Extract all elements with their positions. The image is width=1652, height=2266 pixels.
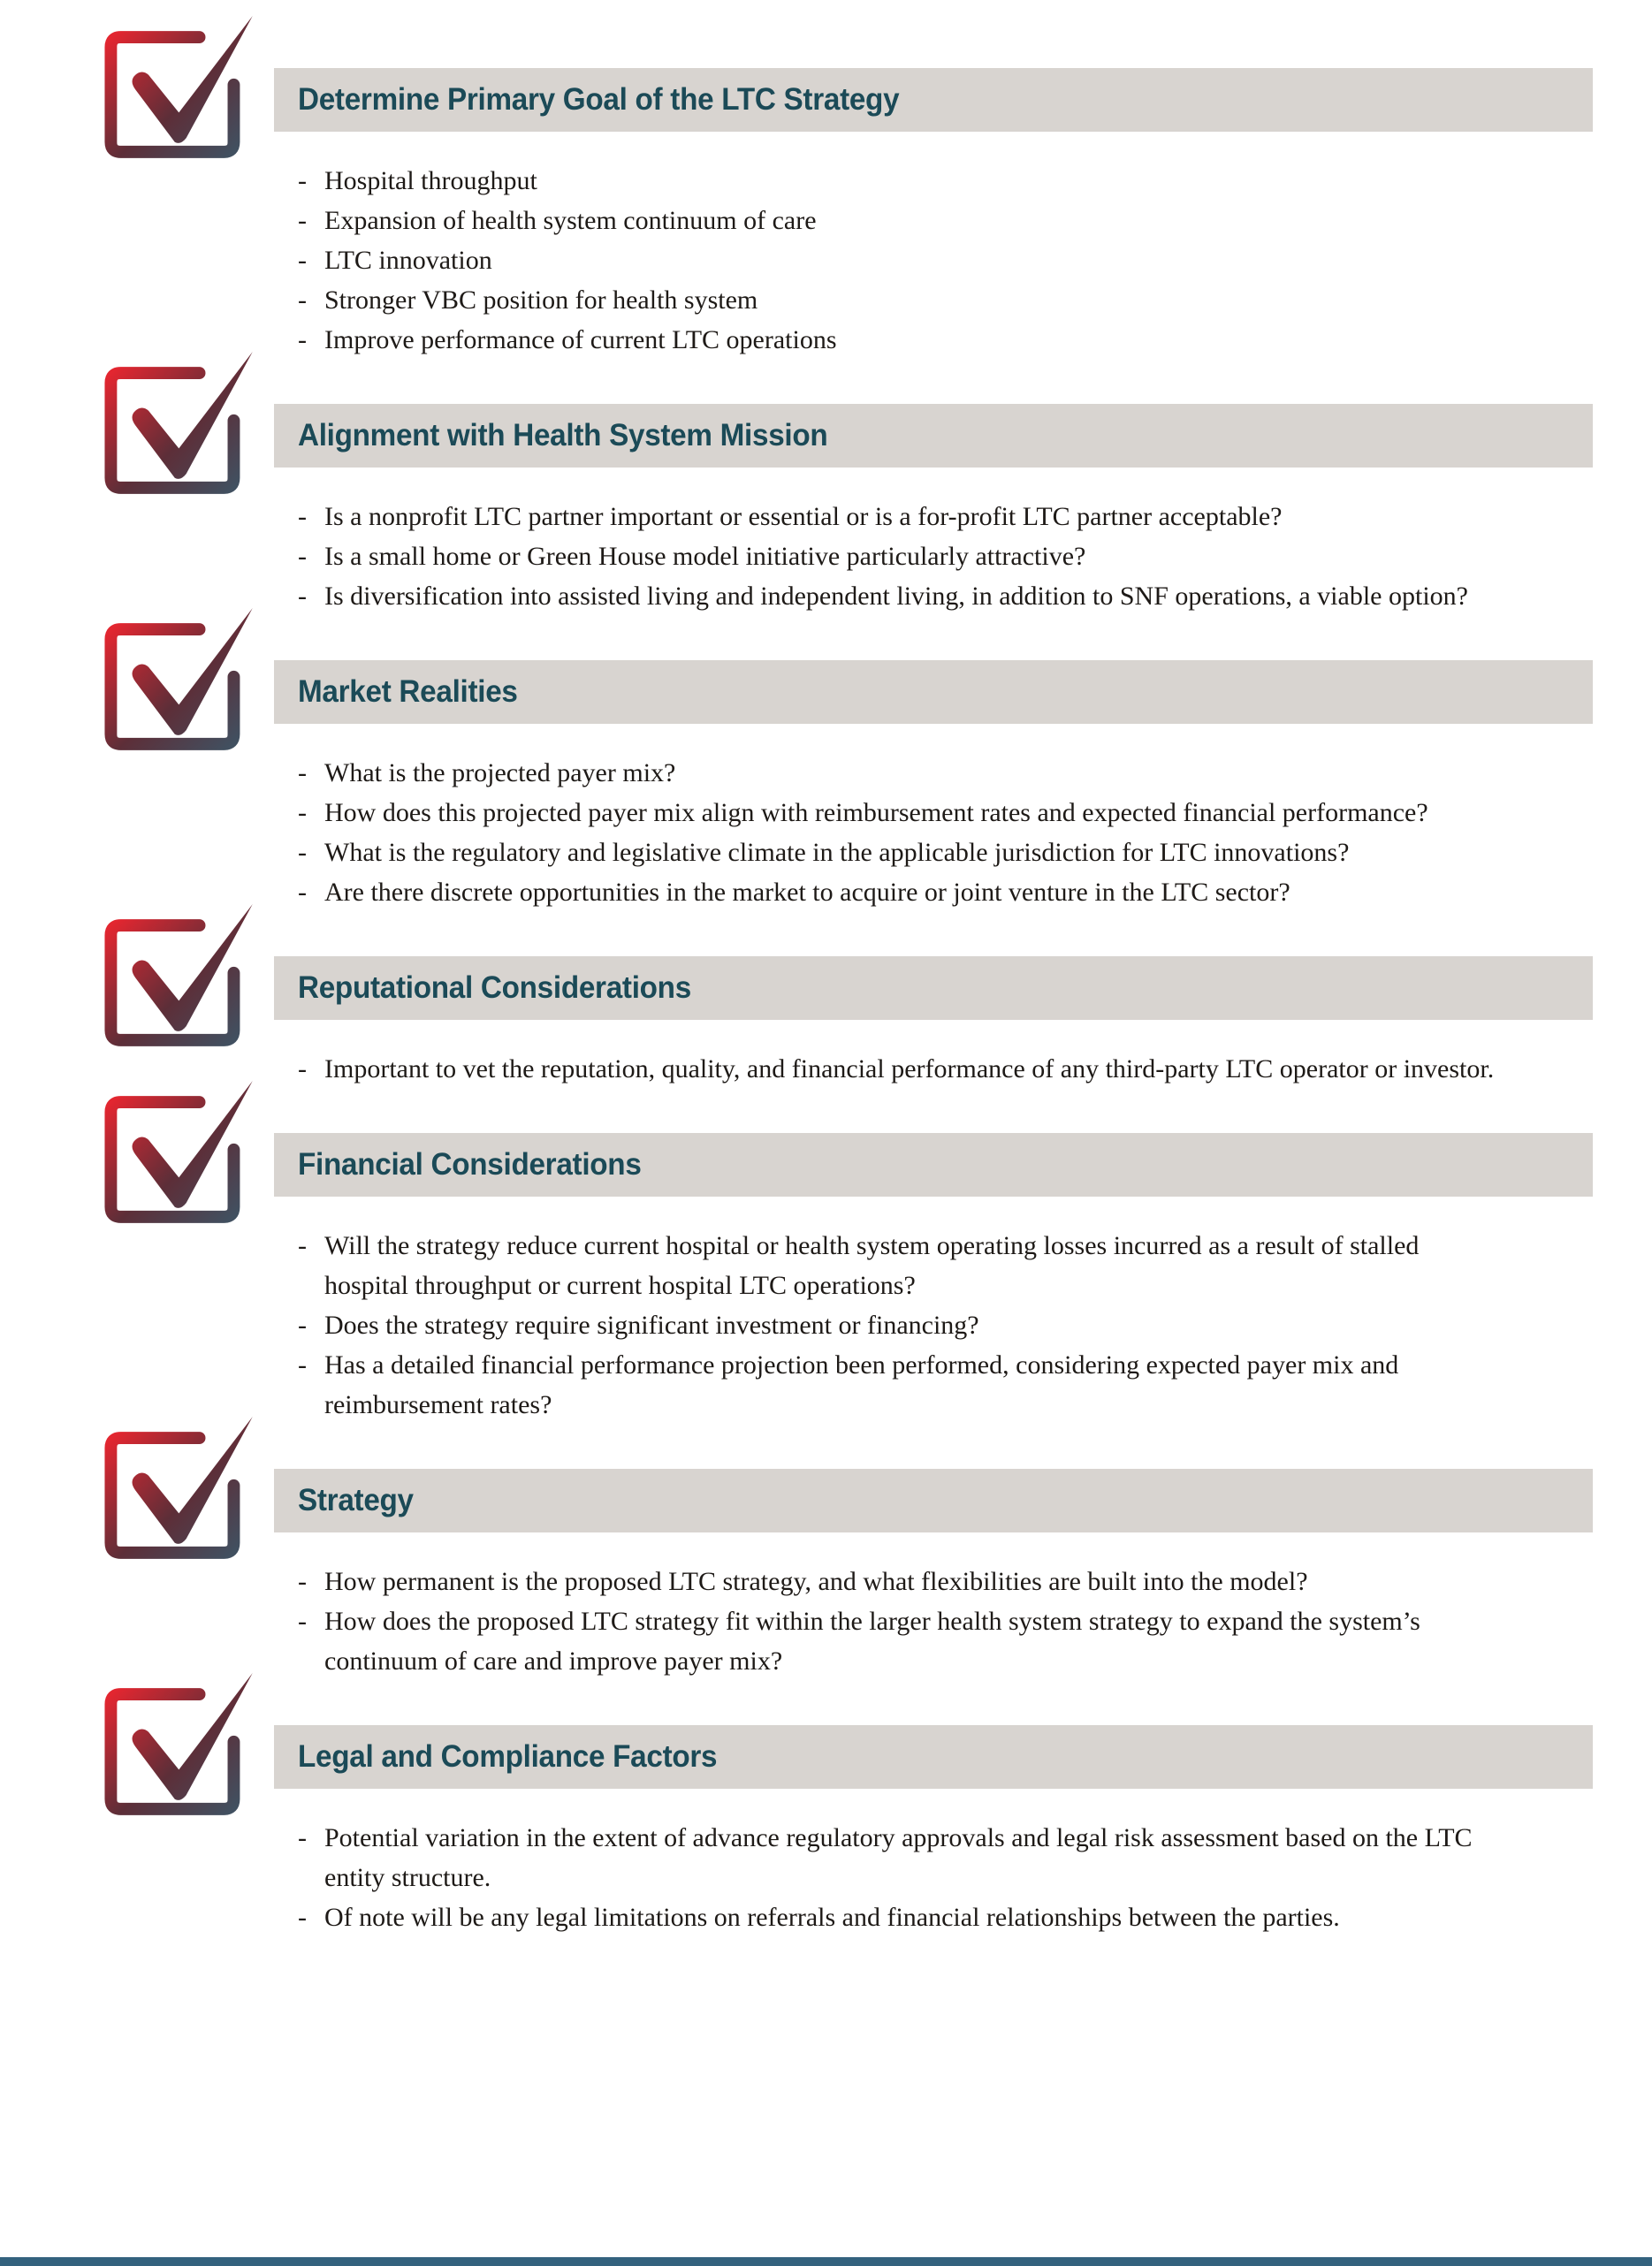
bullet-item: - Hospital throughput xyxy=(274,161,1593,201)
bullet-list xyxy=(274,1197,1593,1425)
section-title: Legal and Compliance Factors xyxy=(298,1739,718,1774)
section-title: Reputational Considerations xyxy=(298,970,691,1005)
bullet-item: - Stronger VBC position for health system xyxy=(274,280,1593,320)
bullet-item: - How does this projected payer mix align with reimbursement rates and expected financial performance? xyxy=(274,793,1500,833)
section-header-bar xyxy=(274,68,1593,132)
bullet-item: - Will the strategy reduce current hospital or health system operating losses incurred as a result of stalled hospital throughput or current hospital LTC operations? xyxy=(274,1226,1500,1305)
checkbox-icon xyxy=(91,340,263,498)
bullet-item: - How does the proposed LTC strategy fit within the larger health system strategy to expand the system’s continuum of care and improve payer mix? xyxy=(274,1601,1473,1681)
section-primary-goal xyxy=(0,68,1652,360)
section-strategy xyxy=(0,1469,1652,1681)
bullet-item: - Improve performance of current LTC operations xyxy=(274,320,1593,360)
bullet-item: - LTC innovation xyxy=(274,240,1593,280)
bullet-item: - Has a detailed financial performance projection been performed, considering expected payer mix and reimbursement rates? xyxy=(274,1345,1429,1425)
section-market-realities xyxy=(0,660,1652,912)
bullet-item: - Potential variation in the extent of advance regulatory approvals and legal risk assessment based on the LTC entity structure. xyxy=(274,1818,1509,1897)
bullet-item: - Of note will be any legal limitations on referrals and financial relationships between the parties. xyxy=(274,1897,1412,1937)
section-alignment-mission xyxy=(0,404,1652,616)
section-legal-compliance xyxy=(0,1725,1652,1937)
bullet-item: - Is a small home or Green House model initiative particularly attractive? xyxy=(274,536,1593,576)
section-body xyxy=(274,660,1593,912)
section-header-bar xyxy=(274,1725,1593,1789)
checkbox-icon xyxy=(91,1661,263,1819)
checkbox-icon xyxy=(91,893,263,1050)
checkbox-icon xyxy=(91,4,263,162)
section-header-bar xyxy=(274,956,1593,1020)
section-body xyxy=(274,1469,1593,1681)
bullet-list xyxy=(274,1532,1593,1681)
bullet-item: - Are there discrete opportunities in the market to acquire or joint venture in the LTC sector? xyxy=(274,872,1593,912)
checkbox-icon xyxy=(91,1405,263,1563)
bullet-item: - Does the strategy require significant investment or financing? xyxy=(274,1305,1593,1345)
bullet-item: - Is a nonprofit LTC partner important or essential or is a for-profit LTC partner acceptable? xyxy=(274,497,1593,536)
section-header-bar xyxy=(274,404,1593,468)
section-title: Market Realities xyxy=(298,674,518,709)
section-header-bar xyxy=(274,1469,1593,1532)
section-body xyxy=(274,404,1593,616)
section-financial xyxy=(0,1133,1652,1425)
bullet-item: - Expansion of health system continuum of care xyxy=(274,201,1593,240)
bullet-item: - Important to vet the reputation, quality, and financial performance of any third-party LTC operator or investor. xyxy=(274,1049,1509,1089)
bullet-list xyxy=(274,132,1593,360)
bullet-list xyxy=(274,1789,1593,1937)
section-title: Strategy xyxy=(298,1483,414,1517)
bullet-item: - What is the projected payer mix? xyxy=(274,753,1593,793)
checkbox-icon xyxy=(91,597,263,754)
bullet-item: - How permanent is the proposed LTC strategy, and what flexibilities are built into the model? xyxy=(274,1562,1447,1601)
footer-accent-bar xyxy=(0,2257,1652,2266)
section-body xyxy=(274,1725,1593,1937)
bullet-item: - Is diversification into assisted living and independent living, in addition to SNF operations, a viable option? xyxy=(274,576,1544,616)
bullet-list xyxy=(274,468,1593,616)
section-title: Determine Primary Goal of the LTC Strategy xyxy=(298,82,900,117)
section-title: Alignment with Health System Mission xyxy=(298,418,828,452)
bullet-list xyxy=(274,724,1593,912)
section-title: Financial Considerations xyxy=(298,1147,642,1182)
checkbox-icon xyxy=(91,1069,263,1227)
section-body xyxy=(274,1133,1593,1425)
section-body xyxy=(274,68,1593,360)
section-header-bar xyxy=(274,660,1593,724)
bullet-item: - What is the regulatory and legislative climate in the applicable jurisdiction for LTC innovations? xyxy=(274,833,1473,872)
section-body xyxy=(274,956,1593,1089)
bullet-list xyxy=(274,1020,1593,1089)
section-header-bar xyxy=(274,1133,1593,1197)
